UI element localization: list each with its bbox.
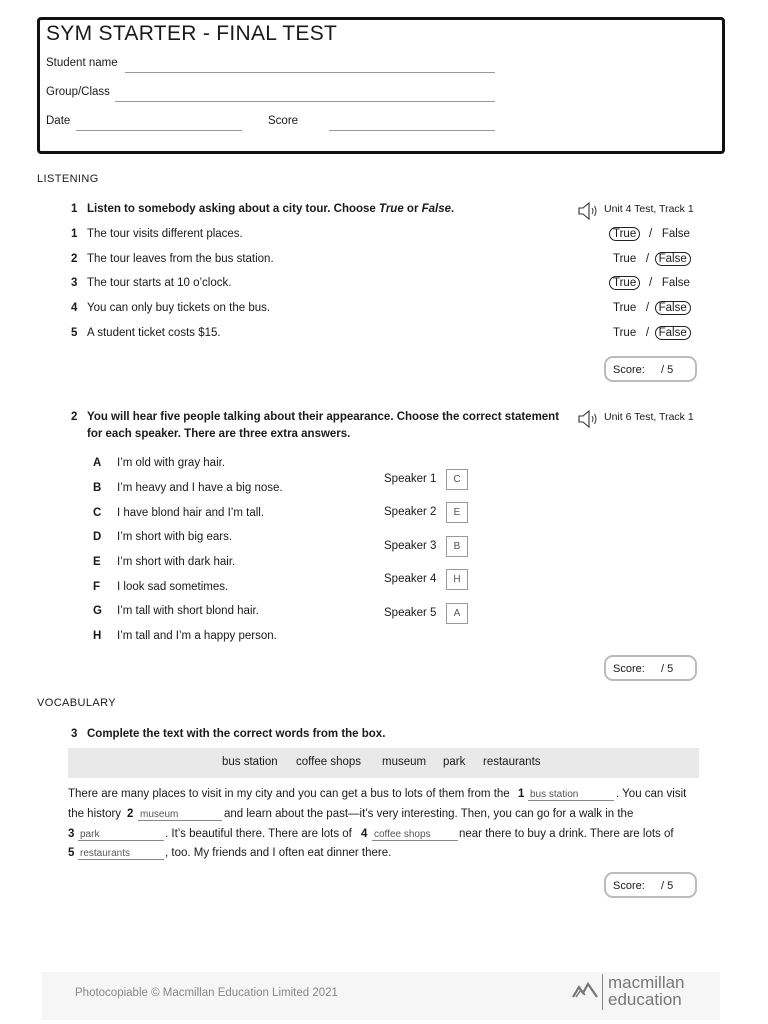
track-label: Unit 6 Test, Track 1 (604, 411, 694, 423)
brand-line1: macmillan (608, 973, 685, 992)
question-instruction: Listen to somebody asking about a city tour. Choose True or False. (87, 203, 455, 215)
word-box-item: bus station (222, 756, 278, 768)
word-box-item: coffee shops (296, 756, 362, 768)
item-text: You can only buy tickets on the bus. (87, 302, 271, 314)
gap-number: 3 (68, 828, 75, 840)
item-number: 1 (71, 228, 78, 240)
speaker-icon[interactable] (578, 410, 600, 428)
score-box[interactable] (604, 655, 697, 681)
option-letter: B (93, 482, 102, 494)
group-class-label: Group/Class (46, 86, 110, 98)
true-false-choice[interactable]: True / False (613, 302, 687, 314)
score-label: Score: (613, 663, 645, 675)
student-name-label: Student name (46, 57, 118, 69)
word-box-item: park (443, 756, 466, 768)
item-number: 5 (71, 327, 78, 339)
paragraph-text: and learn about the past—it’s very interesting. Then, you can go for a walk in the (224, 808, 634, 820)
option-letter: C (93, 507, 102, 519)
true-option[interactable]: True (613, 327, 637, 339)
item-text: The tour leaves from the bus station. (87, 253, 274, 265)
false-option[interactable]: False (655, 252, 691, 266)
option-letter: A (93, 457, 102, 469)
speaker-answer-box[interactable]: E (446, 502, 468, 523)
item-number: 2 (71, 253, 78, 265)
date-label: Date (46, 115, 71, 127)
paragraph-text: . It’s beautiful there. There are lots of (165, 828, 352, 840)
false-option[interactable]: False (661, 228, 690, 240)
true-option[interactable]: True (609, 227, 640, 241)
option-letter: F (93, 581, 101, 593)
question-number: 3 (71, 728, 78, 740)
speaker-answer-box[interactable]: A (446, 603, 468, 624)
speaker-label: Speaker 5 (384, 607, 437, 619)
item-number: 3 (71, 277, 78, 289)
test-title: SYM STARTER - FINAL TEST (46, 22, 338, 45)
score-label: Score (268, 115, 299, 127)
word-box-item: museum (382, 756, 427, 768)
paragraph-text: . You can visit (616, 788, 687, 800)
brand-line2: education (608, 990, 682, 1009)
true-option[interactable]: True (613, 253, 637, 265)
score-total: / 5 (661, 663, 674, 675)
false-option[interactable]: False (655, 326, 691, 340)
option-text: I have blond hair and I’m tall. (117, 507, 265, 519)
paragraph-text: near there to buy a drink. There are lots of (459, 828, 674, 840)
logo-divider (602, 974, 603, 1010)
option-text: I’m short with big ears. (117, 531, 233, 543)
date-field[interactable] (76, 130, 242, 131)
gap-number: 5 (68, 847, 75, 859)
paragraph-text: the history (68, 808, 122, 820)
speaker-label: Speaker 4 (384, 573, 437, 585)
question-number: 2 (71, 411, 78, 423)
track-label: Unit 4 Test, Track 1 (604, 203, 694, 215)
gap-number: 1 (518, 788, 525, 800)
score-label: Score: (613, 880, 645, 892)
option-letter: G (93, 605, 102, 617)
group-class-field[interactable] (115, 101, 495, 102)
item-text: The tour visits different places. (87, 228, 243, 240)
question-instruction-line2: for each speaker. There are three extra answers. (87, 428, 351, 440)
gap-answer[interactable]: park (78, 829, 164, 841)
false-option[interactable]: False (655, 301, 691, 315)
paragraph-text: There are many places to visit in my city and you can get a bus to lots of them from the (68, 788, 510, 800)
question-number: 1 (71, 203, 78, 215)
speaker-label: Speaker 3 (384, 540, 437, 552)
question-instruction-line1: You will hear five people talking about their appearance. Choose the correct statement (87, 411, 560, 423)
option-text: I’m old with gray hair. (117, 457, 226, 469)
true-option[interactable]: True (613, 302, 637, 314)
option-text: I look sad sometimes. (117, 581, 229, 593)
true-false-choice[interactable]: True / False (613, 228, 690, 240)
score-field[interactable] (329, 130, 495, 131)
score-total: / 5 (661, 880, 674, 892)
listening-heading: LISTENING (37, 173, 99, 185)
option-letter: H (93, 630, 102, 642)
paragraph-text: , too. My friends and I often eat dinner there. (165, 847, 392, 859)
option-text: I’m tall with short blond hair. (117, 605, 259, 617)
speaker-icon[interactable] (578, 202, 600, 220)
option-letter: E (93, 556, 101, 568)
gap-answer[interactable]: restaurants (78, 848, 164, 860)
footer (42, 972, 720, 1020)
item-text: The tour starts at 10 o’clock. (87, 277, 232, 289)
vocabulary-heading: VOCABULARY (37, 697, 116, 709)
option-text: I’m short with dark hair. (117, 556, 236, 568)
true-option[interactable]: True (609, 276, 640, 290)
student-name-field[interactable] (125, 72, 495, 73)
speaker-label: Speaker 2 (384, 506, 437, 518)
score-box[interactable] (604, 872, 697, 898)
true-false-choice[interactable]: True / False (613, 327, 687, 339)
score-box[interactable] (604, 356, 697, 382)
option-letter: D (93, 531, 102, 543)
gap-number: 4 (361, 828, 368, 840)
macmillan-logo-icon (572, 979, 598, 999)
speaker-label: Speaker 1 (384, 473, 437, 485)
question-instruction: Complete the text with the correct words from the box. (87, 728, 386, 740)
option-text: I’m tall and I’m a happy person. (117, 630, 277, 642)
false-option[interactable]: False (661, 277, 690, 289)
word-box (68, 748, 699, 778)
item-text: A student ticket costs $15. (87, 327, 221, 339)
speaker-answer-box[interactable]: H (446, 569, 468, 590)
word-box-item: restaurants (483, 756, 541, 768)
copyright-text: Photocopiable © Macmillan Education Limited 2021 (75, 987, 338, 999)
speaker-answer-box[interactable]: B (446, 536, 468, 557)
gap-answer[interactable]: bus station (528, 789, 614, 801)
gap-answer[interactable]: coffee shops (372, 829, 458, 841)
true-false-choice[interactable]: True / False (613, 253, 687, 265)
true-false-choice[interactable]: True / False (613, 277, 690, 289)
score-label: Score: (613, 364, 645, 376)
score-total: / 5 (661, 364, 674, 376)
speaker-answer-box[interactable]: C (446, 469, 468, 490)
gap-number: 2 (127, 808, 134, 820)
option-text: I’m heavy and I have a big nose. (117, 482, 283, 494)
gap-answer[interactable]: museum (138, 809, 222, 821)
item-number: 4 (71, 302, 78, 314)
